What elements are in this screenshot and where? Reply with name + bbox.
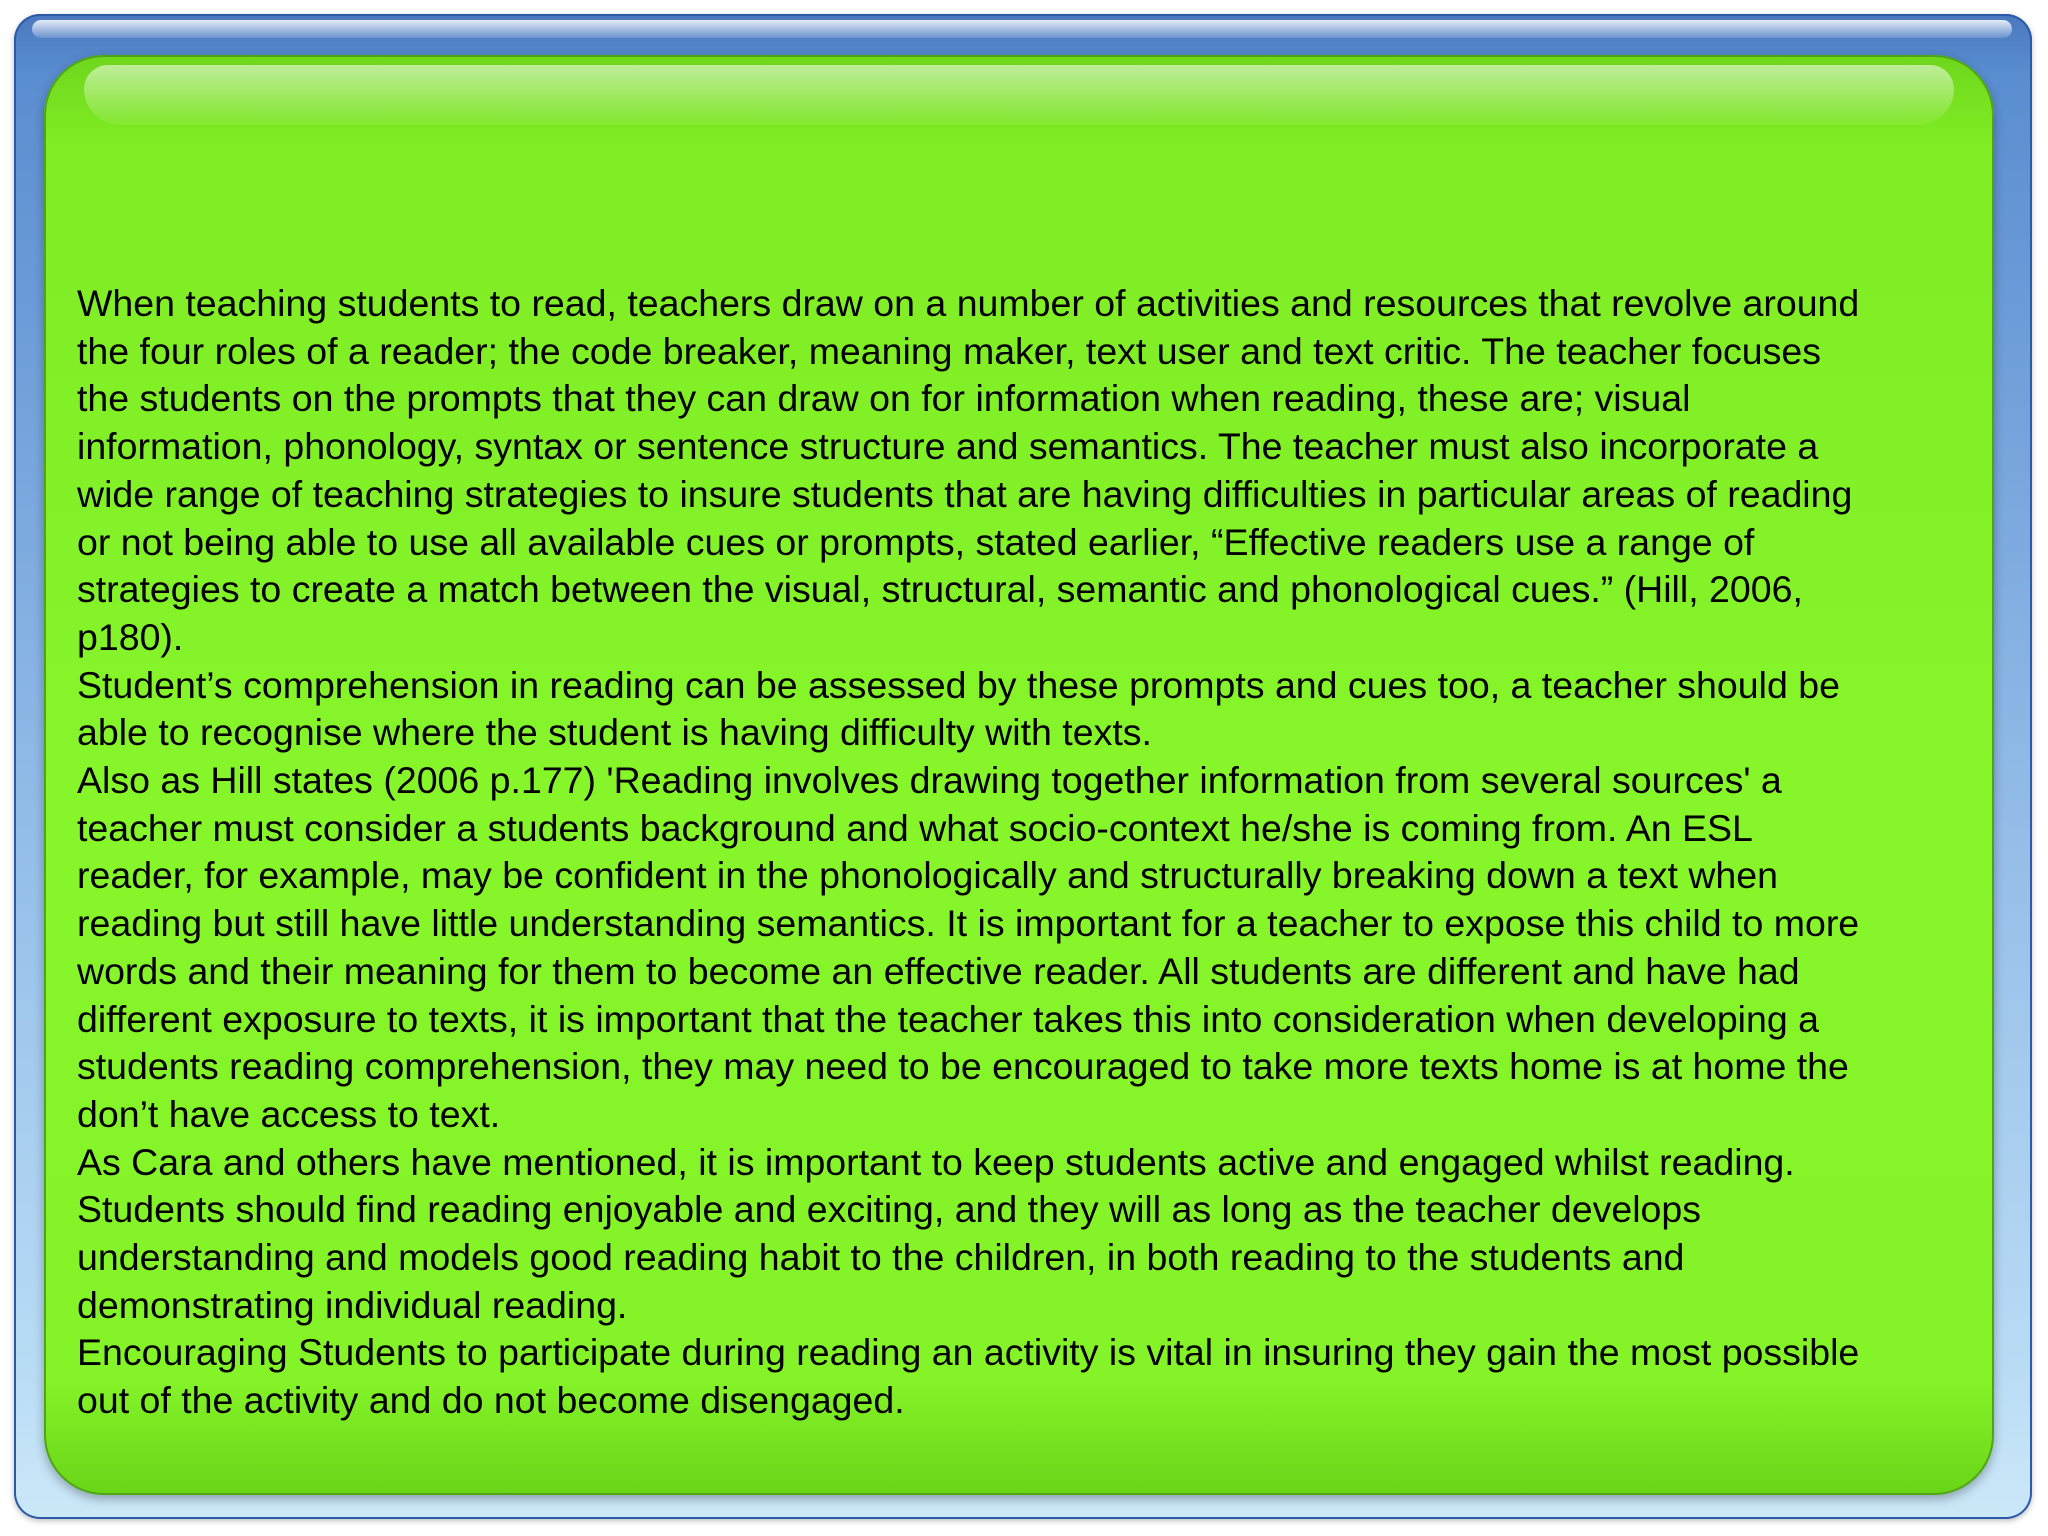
paragraph-2: Student’s comprehension in reading can be assessed by these prompts and cues too, a teacher should be able to recognise where the student is having difficulty with texts. bbox=[77, 663, 1840, 754]
frame-highlight bbox=[32, 20, 2012, 38]
paragraph-1: When teaching students to read, teachers draw on a number of activities and resources that revolve around the four roles of a reader; the code breaker, meaning maker, text user and text critic. The teacher focuses the students on the prompts that they can draw on for information when reading, these are; visual information, phonology, syntax or sentence structure and semantics. The teacher must also incorporate a wide range of teaching strategies to insure students that are having difficulties in particular areas of reading or not being able to use all available cues or prompts, stated earlier, “Effective readers use a range of strategies to create a match between the visual, structural, semantic and phonological cues.” (Hill, 2006, p180). bbox=[77, 282, 1860, 658]
panel-gloss bbox=[84, 65, 1954, 125]
body-text bbox=[77, 280, 1957, 1425]
paragraph-4: As Cara and others have mentioned, it is important to keep students active and engaged whilst reading. Students should find reading enjoyable and exciting, and they will as long as the teacher develops understanding and models good reading habit to the children, in both reading to the students and demonstrating individual reading. bbox=[77, 1140, 1795, 1326]
paragraph-5: Encouraging Students to participate during reading an activity is vital in insuring they gain the most possible out of the activity and do not become disengaged. bbox=[77, 1331, 1860, 1422]
paragraph-3: Also as Hill states (2006 p.177) 'Reading involves drawing together information from several sources' a teacher must consider a students background and what socio-context he/she is coming from. An ESL reader, for example, may be confident in the phonologically and structurally breaking down a text when reading but still have little understanding semantics. It is important for a teacher to expose this child to more words and their meaning for them to become an effective reader. All students are different and have had different exposure to texts, it is important that the teacher takes this into consideration when developing a students reading comprehension, they may need to be encouraged to take more texts home is at home the don’t have access to text. bbox=[77, 759, 1860, 1135]
